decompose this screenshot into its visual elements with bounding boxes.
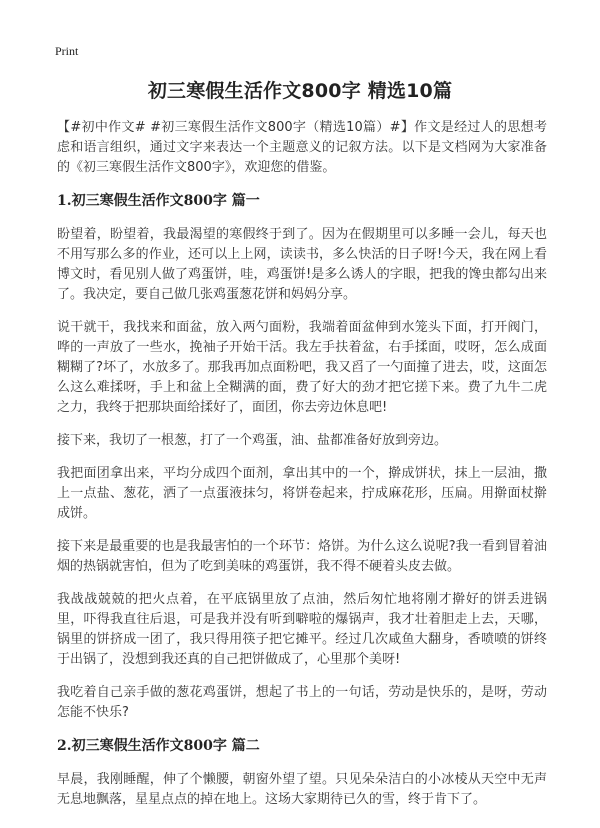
paragraph: 盼望着，盼望着，我最渴望的寒假终于到了。因为在假期里可以多睡一会儿，每天也不用写那么多的作业，还可以上上网，读读书，多么快活的日子呀!今天，我在网上看博文时，看见别人做了鸡蛋饼，哇，鸡蛋饼!是多么诱人的字眼，把我的馋虫都勾出来了。我决定，要自己做几张鸡蛋葱花饼和妈妈分享。 [57, 227, 547, 302]
section-heading: 1.初三寒假生活作文800字 篇一 [57, 193, 260, 209]
paragraph: 我把面团拿出来，平均分成四个面剂，拿出其中的一个，擀成饼状，抹上一层油，撒上一点盐、葱花，洒了一点蛋液抹匀，将饼卷起来，拧成麻花形，压扁。用擀面杖擀成饼。 [57, 466, 547, 521]
section-1 [57, 191, 547, 723]
section-2 [57, 736, 547, 810]
article-body [57, 118, 547, 823]
document-title: 初三寒假生活作文800字 精选10篇 [147, 80, 453, 102]
paragraph: 接下来是最重要的也是我最害怕的一个环节：烙饼。为什么这么说呢?我一看到冒着油烟的热锅就害怕，但为了吃到美味的鸡蛋饼，我不得不硬着头皮去做。 [57, 539, 547, 574]
print-link[interactable]: Print [55, 44, 79, 58]
paragraph: 说干就干，我找来和面盆，放入两勺面粉，我端着面盆伸到水笼头下面，打开阀门，哗的一声放了一些水，挽袖子开始干活。我左手扶着盆，右手揉面，哎呀，怎么成面糊糊了?坏了，水放多了。那我再加点面粉吧，我又舀了一勺面撞了进去，哎，这面怎么这么难揉呀，手上和盆上全糊满的面，费了好大的劲才把它搓下来。费了九牛二虎之力，我终于把那块面给揉好了，面团，你去旁边休息吧! [57, 320, 547, 415]
paragraph: 接下来，我切了一根葱，打了一个鸡蛋，油、盐都准备好放到旁边。 [57, 433, 448, 448]
intro-paragraph: 【#初中作文# #初三寒假生活作文800字（精选10篇）#】作文是经过人的思想考虑和语言组织，通过文字来表达一个主题意义的记叙方法。以下是文档网为大家准备的《初三寒假生活作文800字》，欢迎您的借鉴。 [57, 120, 547, 175]
paragraph: 我吃着自己亲手做的葱花鸡蛋饼，想起了书上的一句话，劳动是快乐的，是呀，劳动怎能不快乐? [57, 685, 547, 720]
paragraph: 我战战兢兢的把火点着，在平底锅里放了点油，然后匆忙地将刚才擀好的饼丢进锅里，吓得我直往后退，可是我并没有听到噼啦的爆锅声，我才壮着胆走上去，天哪，锅里的饼挤成一团了，我只得用筷子把它摊平。经过几次咸鱼大翻身，香喷喷的饼终于出锅了，没想到我还真的自己把饼做成了，心里那个美呀! [57, 592, 547, 667]
paragraph: 早晨，我刚睡醒，伸了个懒腰，朝窗外望了望。只见朵朵洁白的小冰棱从天空中无声无息地飘落，星星点点的掉在地上。这场大家期待已久的雪，终于肯下了。 [57, 772, 547, 807]
section-heading: 2.初三寒假生活作文800字 篇二 [57, 738, 260, 754]
